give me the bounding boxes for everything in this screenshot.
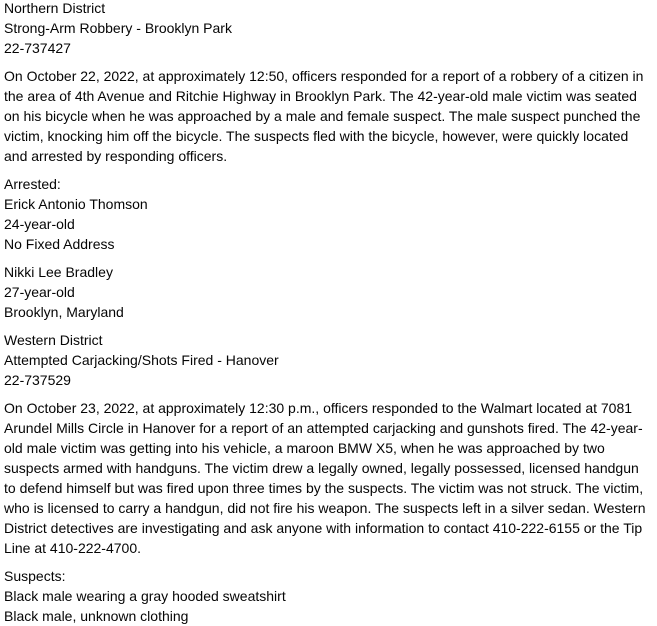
arrestee-name: Nikki Lee Bradley [4, 264, 113, 280]
arrestee-name: Erick Antonio Thomson [4, 196, 148, 212]
incident-narrative: On October 22, 2022, at approximately 12:50, officers responded for a report of a robbery of a citizen in the area of 4th Avenue and Ritchie Highway in Brooklyn Park. The 42-year-old male victim was seated on his bicycle when he was approached by a male and female suspect. The male suspect punched the victim, knocking him off the bicycle. The suspects fled with the bicycle, however, were quickly located and arrested by responding officers. [4, 68, 644, 164]
suspect-description: Black male, unknown clothing [4, 608, 189, 624]
incident-title: Attempted Carjacking/Shots Fired - Hanover [4, 352, 279, 368]
district-name: Northern District [4, 0, 106, 16]
arrestee-residence: Brooklyn, Maryland [4, 304, 124, 320]
incident-header [4, 330, 653, 390]
incident-header [4, 0, 653, 58]
suspects-group [4, 566, 653, 626]
suspect-description: Black male wearing a gray hooded sweatshirt [4, 588, 286, 604]
case-number: 22-737529 [4, 372, 71, 388]
arrestee-age: 24-year-old [4, 216, 75, 232]
district-name: Western District [4, 332, 103, 348]
incident-title: Strong-Arm Robbery - Brooklyn Park [4, 20, 232, 36]
arrestee-residence: No Fixed Address [4, 236, 115, 252]
arrested-label: Arrested: [4, 176, 61, 192]
suspects-label: Suspects: [4, 568, 66, 584]
incident-narrative: On October 23, 2022, at approximately 12:30 p.m., officers responded to the Walmart located at 7081 Arundel Mills Circle in Hanover for a report of an attempted carjacking and gunshots fired. The 42-year-old male victim was getting into his vehicle, a maroon BMW X5, when he was approached by two suspects armed with handguns. The victim drew a legally owned, legally possessed, licensed handgun to defend himself but was fired upon three times by the suspects. The victim was not struck. The victim, who is licensed to carry a handgun, did not fire his weapon. The suspects left in a silver sedan. Western District detectives are investigating and ask anyone with information to contact 410-222-6155 or the Tip Line at 410-222-4700. [4, 400, 646, 556]
case-number: 22-737427 [4, 40, 71, 56]
arrestee-group [4, 262, 653, 322]
arrested-group [4, 174, 653, 254]
arrestee-age: 27-year-old [4, 284, 75, 300]
